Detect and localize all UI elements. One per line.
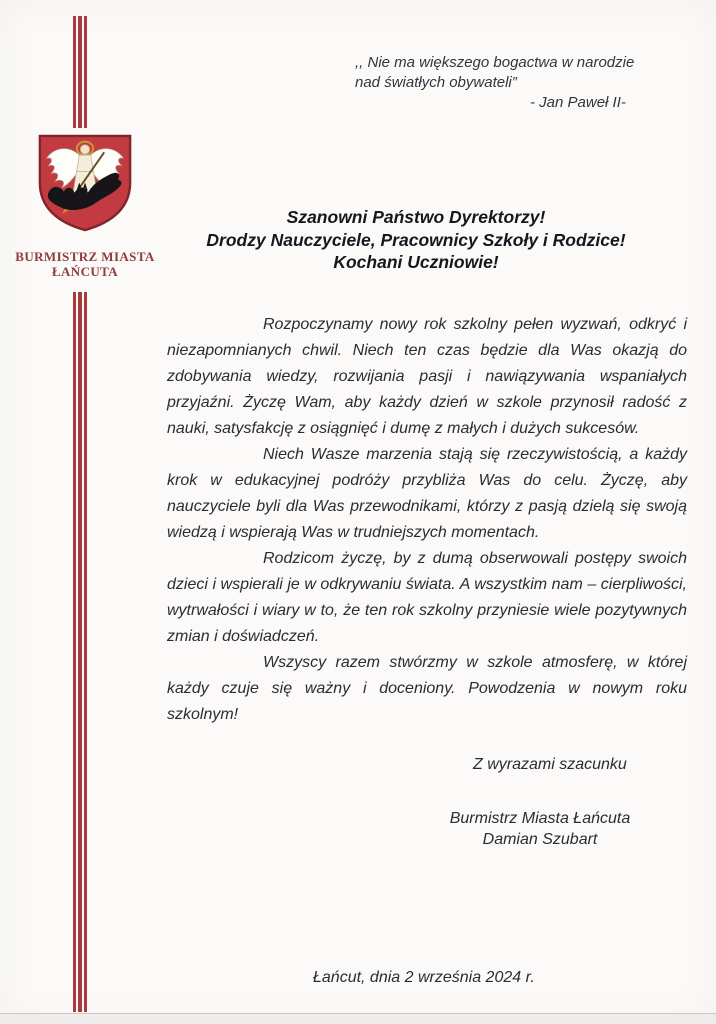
salutation-heading <box>136 206 696 274</box>
quote-line-1: ,, Nie ma większego bogactwa w narodzie <box>355 54 635 71</box>
epigraph-quote <box>355 53 655 113</box>
salutation-line-3: Kochani Uczniowie! <box>333 252 499 272</box>
office-title-line-1: BURMISTRZ MIASTA <box>15 249 155 264</box>
letter-body <box>167 312 687 728</box>
office-title-line-2: ŁAŃCUTA <box>51 264 119 279</box>
signer-name: Damian Szubart <box>482 831 598 848</box>
body-paragraph-4: Wszyscy razem stwórzmy w szkole atmosferę, w której każdy czuje się ważny i doceniony. Powodzenia w nowym roku szkolnym! <box>167 654 687 723</box>
left-decorative-stripe-bottom <box>73 292 87 1012</box>
dateline: Łańcut, dnia 2 września 2024 r. <box>313 969 535 986</box>
body-paragraph-2: Niech Wasze marzenia stają się rzeczywistością, a każdy krok w edukacyjnej podróży przybliża Was do celu. Życzę, aby nauczyciele byli dla Was przewodnikami, którzy z pasją dzielą się swoją wiedzą i wspierają Was w trudniejszych momentach. <box>167 446 687 541</box>
scan-bottom-edge <box>0 1013 716 1024</box>
quote-attribution: - Jan Paweł II- <box>530 94 626 111</box>
salutation-line-2: Drodzy Nauczyciele, Pracownicy Szkoły i Rodzice! <box>206 229 626 250</box>
valediction: Z wyrazami szacunku <box>473 756 627 773</box>
left-decorative-stripe-top <box>73 16 87 128</box>
body-paragraph-1: Rozpoczynamy nowy rok szkolny pełen wyzwań, odkryć i niezapomnianych chwil. Niech ten czas będzie dla Was okazją do zdobywania wiedzy, rozwijania pasji i nawiązywania wspaniałych przyjaźni. Życzę Wam, aby każdy dzień w szkole przynosił radość z nauki, satysfakcję z osiągnięć i dumę z małych i dużych sukcesów. <box>167 316 687 437</box>
signature-block <box>430 808 650 850</box>
lancut-coat-of-arms-icon <box>37 133 133 233</box>
body-paragraph-3: Rodzicom życzę, by z dumą obserwowali postępy swoich dzieci i wspierali je w odkrywaniu świata. A wszystkim nam – cierpliwości, wytrwałości i wiary w to, że ten rok szkolny przyniesie wiele pozytywnych zmian i doświadczeń. <box>167 550 687 645</box>
signer-title: Burmistrz Miasta Łańcuta <box>449 810 631 827</box>
salutation-line-1: Szanowni Państwo Dyrektorzy! <box>286 207 546 227</box>
quote-line-2: nad światłych obywateli” <box>355 74 517 91</box>
